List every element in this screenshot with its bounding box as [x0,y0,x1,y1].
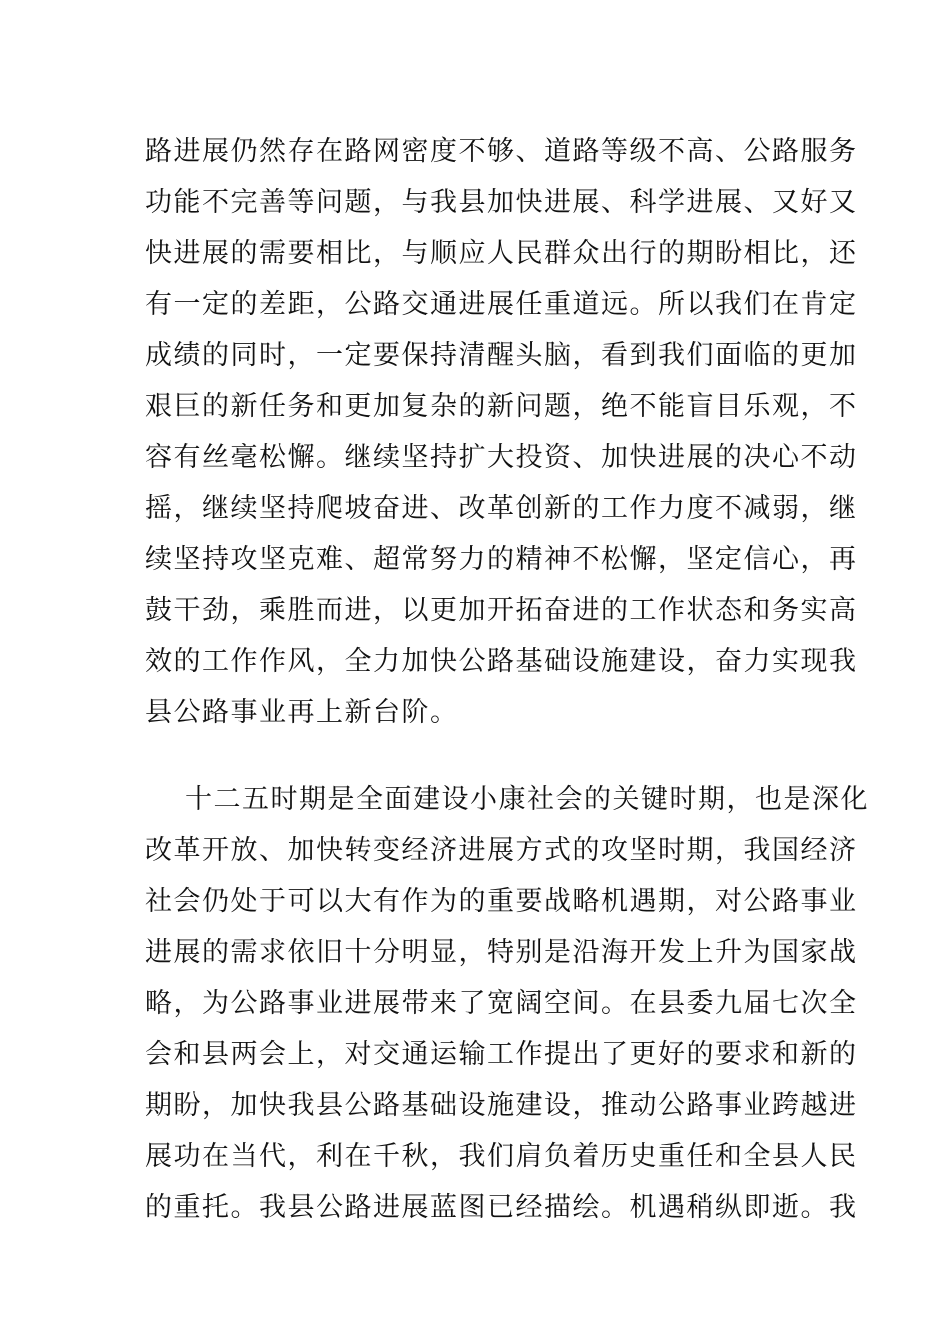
paragraph-1 [145,126,858,738]
paragraph-line: 期盼，加快我县公路基础设施建设，推动公路事业跨越进 [145,1090,858,1121]
paragraph-line: 略，为公路事业进展带来了宽阔空间。在县委九届七次全 [145,988,858,1019]
paragraph-2 [145,774,869,1233]
paragraph-line: 改革开放、加快转变经济进展方式的攻坚时期，我国经济 [145,835,858,866]
paragraph-line: 县公路事业再上新台阶。 [145,697,459,728]
paragraph-line: 展功在当代，利在千秋，我们肩负着历史重任和全县人民 [145,1141,858,1172]
paragraph-line: 效的工作作风，全力加快公路基础设施建设，奋力实现我 [145,646,858,677]
paragraph-line: 快进展的需要相比，与顺应人民群众出行的期盼相比，还 [145,238,858,269]
paragraph-line: 鼓干劲，乘胜而进，以更加开拓奋进的工作状态和务实高 [145,595,858,626]
paragraph-line: 的重托。我县公路进展蓝图已经描绘。机遇稍纵即逝。我 [145,1192,858,1223]
paragraph-line: 社会仍处于可以大有作为的重要战略机遇期，对公路事业 [145,886,858,917]
paragraph-line: 功能不完善等问题，与我县加快进展、科学进展、又好又 [145,187,858,218]
paragraph-line: 续坚持攻坚克难、超常努力的精神不松懈，坚定信心，再 [145,544,858,575]
paragraph-line: 容有丝毫松懈。继续坚持扩大投资、加快进展的决心不动 [145,442,858,473]
paragraph-line: 会和县两会上，对交通运输工作提出了更好的要求和新的 [145,1039,858,1070]
paragraph-line: 十二五时期是全面建设小康社会的关键时期，也是深化 [185,784,869,815]
paragraph-line: 艰巨的新任务和更加复杂的新问题，绝不能盲目乐观，不 [145,391,858,422]
paragraph-line: 摇，继续坚持爬坡奋进、改革创新的工作力度不减弱，继 [145,493,858,524]
paragraph-line: 进展的需求依旧十分明显，特别是沿海开发上升为国家战 [145,937,858,968]
paragraph-line: 有一定的差距，公路交通进展任重道远。所以我们在肯定 [145,289,858,320]
paragraph-line: 成绩的同时，一定要保持清醒头脑，看到我们面临的更加 [145,340,858,371]
paragraph-line: 路进展仍然存在路网密度不够、道路等级不高、公路服务 [145,136,858,167]
